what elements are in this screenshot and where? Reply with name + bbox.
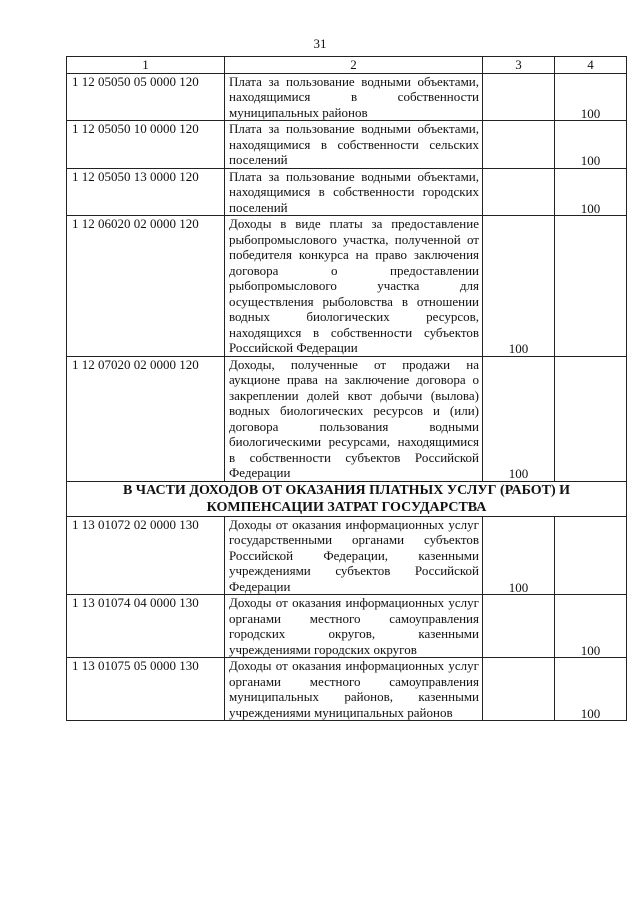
table-row bbox=[67, 168, 627, 216]
table-row bbox=[67, 595, 627, 658]
row-code: 1 13 01072 02 0000 130 bbox=[67, 516, 225, 595]
row-value-col3 bbox=[483, 73, 555, 121]
row-value-col3 bbox=[483, 168, 555, 216]
row-value-col4 bbox=[555, 216, 627, 357]
row-code: 1 12 05050 10 0000 120 bbox=[67, 121, 225, 169]
row-value-col3: 100 bbox=[483, 216, 555, 357]
row-value-col4: 100 bbox=[555, 168, 627, 216]
column-header-3: 3 bbox=[483, 57, 555, 74]
row-value-col4 bbox=[555, 356, 627, 481]
row-value-col3 bbox=[483, 658, 555, 721]
page-number: 31 bbox=[313, 36, 327, 51]
row-code: 1 12 05050 05 0000 120 bbox=[67, 73, 225, 121]
row-value-col3: 100 bbox=[483, 356, 555, 481]
row-description: Плата за пользование водными объектами, находящимися в собственности сельских поселений bbox=[225, 121, 483, 169]
row-value-col4: 100 bbox=[555, 121, 627, 169]
row-value-col3: 100 bbox=[483, 516, 555, 595]
row-code: 1 13 01075 05 0000 130 bbox=[67, 658, 225, 721]
table-row bbox=[67, 356, 627, 481]
row-value-col4: 100 bbox=[555, 595, 627, 658]
table-row bbox=[67, 121, 627, 169]
table-header-row bbox=[67, 57, 627, 74]
row-description: Плата за пользование водными объектами, находящимися в собственности городских поселений bbox=[225, 168, 483, 216]
table-row bbox=[67, 73, 627, 121]
row-description: Доходы от оказания информационных услуг органами местного самоуправления муниципальных районов, казенными учреждениями муниципальных районов bbox=[225, 658, 483, 721]
row-description: Доходы в виде платы за предоставление рыбопромыслового участка, полученной от победителя конкурса на право заключения договора о предоставлении рыбопромыслового участка для осуществления рыболовства в отношении водных биологических ресурсов, находящихся в собственности субъектов Российской Федерации bbox=[225, 216, 483, 357]
section-heading-row bbox=[67, 481, 627, 516]
table-row bbox=[67, 516, 627, 595]
revenue-table bbox=[66, 56, 627, 721]
row-value-col4: 100 bbox=[555, 73, 627, 121]
row-code: 1 12 06020 02 0000 120 bbox=[67, 216, 225, 357]
row-value-col3 bbox=[483, 121, 555, 169]
column-header-2: 2 bbox=[225, 57, 483, 74]
row-code: 1 12 07020 02 0000 120 bbox=[67, 356, 225, 481]
section-title: В ЧАСТИ ДОХОДОВ ОТ ОКАЗАНИЯ ПЛАТНЫХ УСЛУГ (РАБОТ) И КОМПЕНСАЦИИ ЗАТРАТ ГОСУДАРСТВА bbox=[67, 481, 627, 516]
table-row bbox=[67, 658, 627, 721]
row-code: 1 12 05050 13 0000 120 bbox=[67, 168, 225, 216]
row-value-col3 bbox=[483, 595, 555, 658]
table-row bbox=[67, 216, 627, 357]
row-description: Доходы от оказания информационных услуг органами местного самоуправления городских округов, казенными учреждениями городских округов bbox=[225, 595, 483, 658]
row-description: Доходы от оказания информационных услуг государственными органами субъектов Российской Федерации, казенными учреждениями субъектов Российской Федерации bbox=[225, 516, 483, 595]
column-header-1: 1 bbox=[67, 57, 225, 74]
row-description: Плата за пользование водными объектами, находящимися в собственности муниципальных районов bbox=[225, 73, 483, 121]
row-description: Доходы, полученные от продажи на аукционе права на заключение договора о закреплении долей квот добычи (вылова) водных биологических ресурсов и (или) договора пользования водными биологическими ресурсами, находящимися в собственности субъектов Российской Федерации bbox=[225, 356, 483, 481]
column-header-4: 4 bbox=[555, 57, 627, 74]
row-value-col4 bbox=[555, 516, 627, 595]
row-value-col4: 100 bbox=[555, 658, 627, 721]
row-code: 1 13 01074 04 0000 130 bbox=[67, 595, 225, 658]
